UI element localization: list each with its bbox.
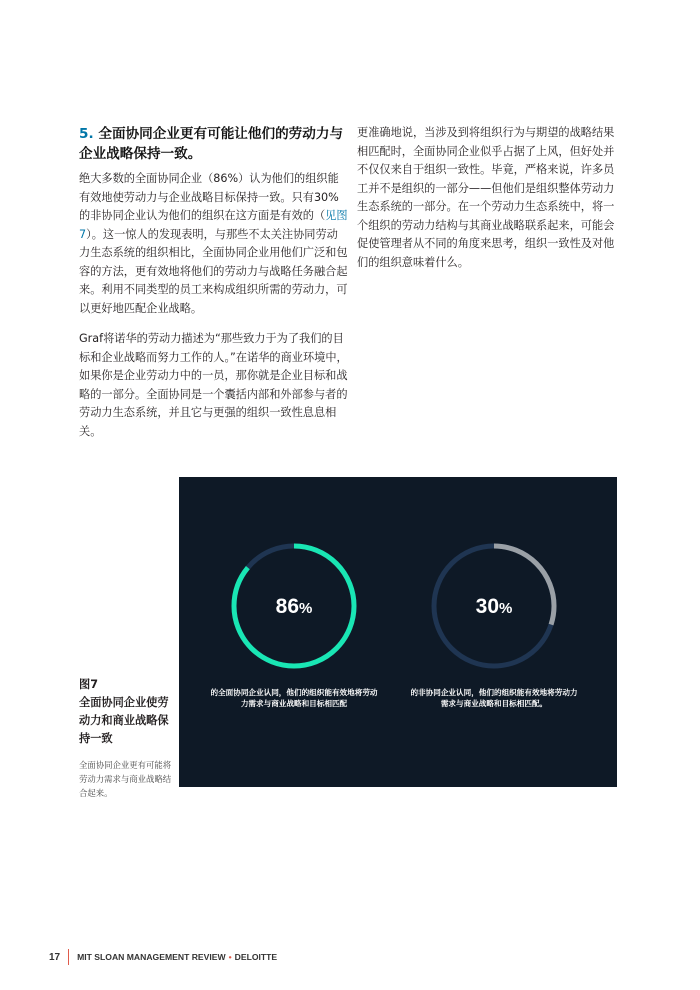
figure-7-link[interactable]: 见图7 [79, 209, 348, 241]
figure-description: 全面协同企业更有可能将劳动力需求与商业战略结合起来。 [79, 760, 172, 798]
paragraph-2: Graf将诺华的劳动力描述为“那些致力于为了我们的目标和企业战略而努力工作的人。”在诺华的商业环境中，如果你是企业劳动力中的一员，那你就是企业目标和战略的一部分。全面协同是一个囊括内部和外部参与者的劳动力生态系统，并且它与更强的组织一致性息息相关。 [79, 332, 348, 438]
figure-label [79, 676, 179, 800]
partner-name: DELOITTE [234, 952, 278, 962]
paragraph-1 [79, 170, 349, 318]
figure-title: 全面协同企业使劳动力和商业战略保持一致 [79, 696, 169, 745]
ring-caption-fully-collaborative: 的全面协同企业认同，他们的组织能有效地将劳动力需求与商业战略和目标相匹配 [210, 688, 378, 708]
section-number: 5. [79, 126, 94, 142]
right-column [357, 124, 625, 284]
section-heading [79, 124, 349, 164]
footer-divider [68, 949, 69, 965]
left-column [79, 124, 349, 453]
figure-number: 图7 [79, 678, 98, 691]
publication-name: MIT SLOAN MANAGEMENT REVIEW [77, 952, 226, 962]
page-number: 17 [49, 951, 61, 963]
paragraph-1-text-a: 绝大多数的全面协同企业（86%）认为他们的组织能有效地使劳动力与企业战略目标保持一致。只有30%的非协同企业认为他们的组织在这方面是有效的（ [79, 172, 339, 222]
figure-7-panel [179, 477, 617, 787]
unit-percent: % [499, 600, 513, 617]
section-heading-text: 全面协同企业更有可能让他们的劳动力与企业战略保持一致。 [79, 126, 344, 162]
value-86: 86 [275, 595, 299, 618]
ring-value-fully-collaborative [224, 595, 364, 619]
paragraph-1-text-b: ）。这一惊人的发现表明，与那些不太关注协同劳动力生态系统的组织相比，全面协同企业用他们广泛和包容的方法，更有效地将他们的劳动力与战略任务融合起来。利用不同类型的员工来构成组织所需的劳动力，可以更好地匹配企业战略。 [79, 227, 348, 315]
unit-percent: % [299, 600, 313, 617]
value-30: 30 [475, 595, 499, 618]
footer-dot: • [228, 952, 232, 962]
ring-caption-non-collaborative: 的非协同企业认同，他们的组织能有效地将劳动力需求与商业战略和目标相匹配。 [410, 688, 578, 708]
page-footer [49, 948, 277, 966]
paragraph-3: 更准确地说，当涉及到将组织行为与期望的战略结果相匹配时，全面协同企业似乎占据了上风，但好处并不仅仅来自于组织一致性。毕竟，严格来说，许多员工并不是组织的一部分——但他们是组织整体劳动力生态系统的一部分。在一个劳动力生态系统中，将一个组织的劳动力结构与其商业战略联系起来，可能会促使管理者从不同的角度来思考，组织一致性及对他们的组织意味着什么。 [357, 126, 615, 269]
ring-value-non-collaborative [424, 595, 564, 619]
